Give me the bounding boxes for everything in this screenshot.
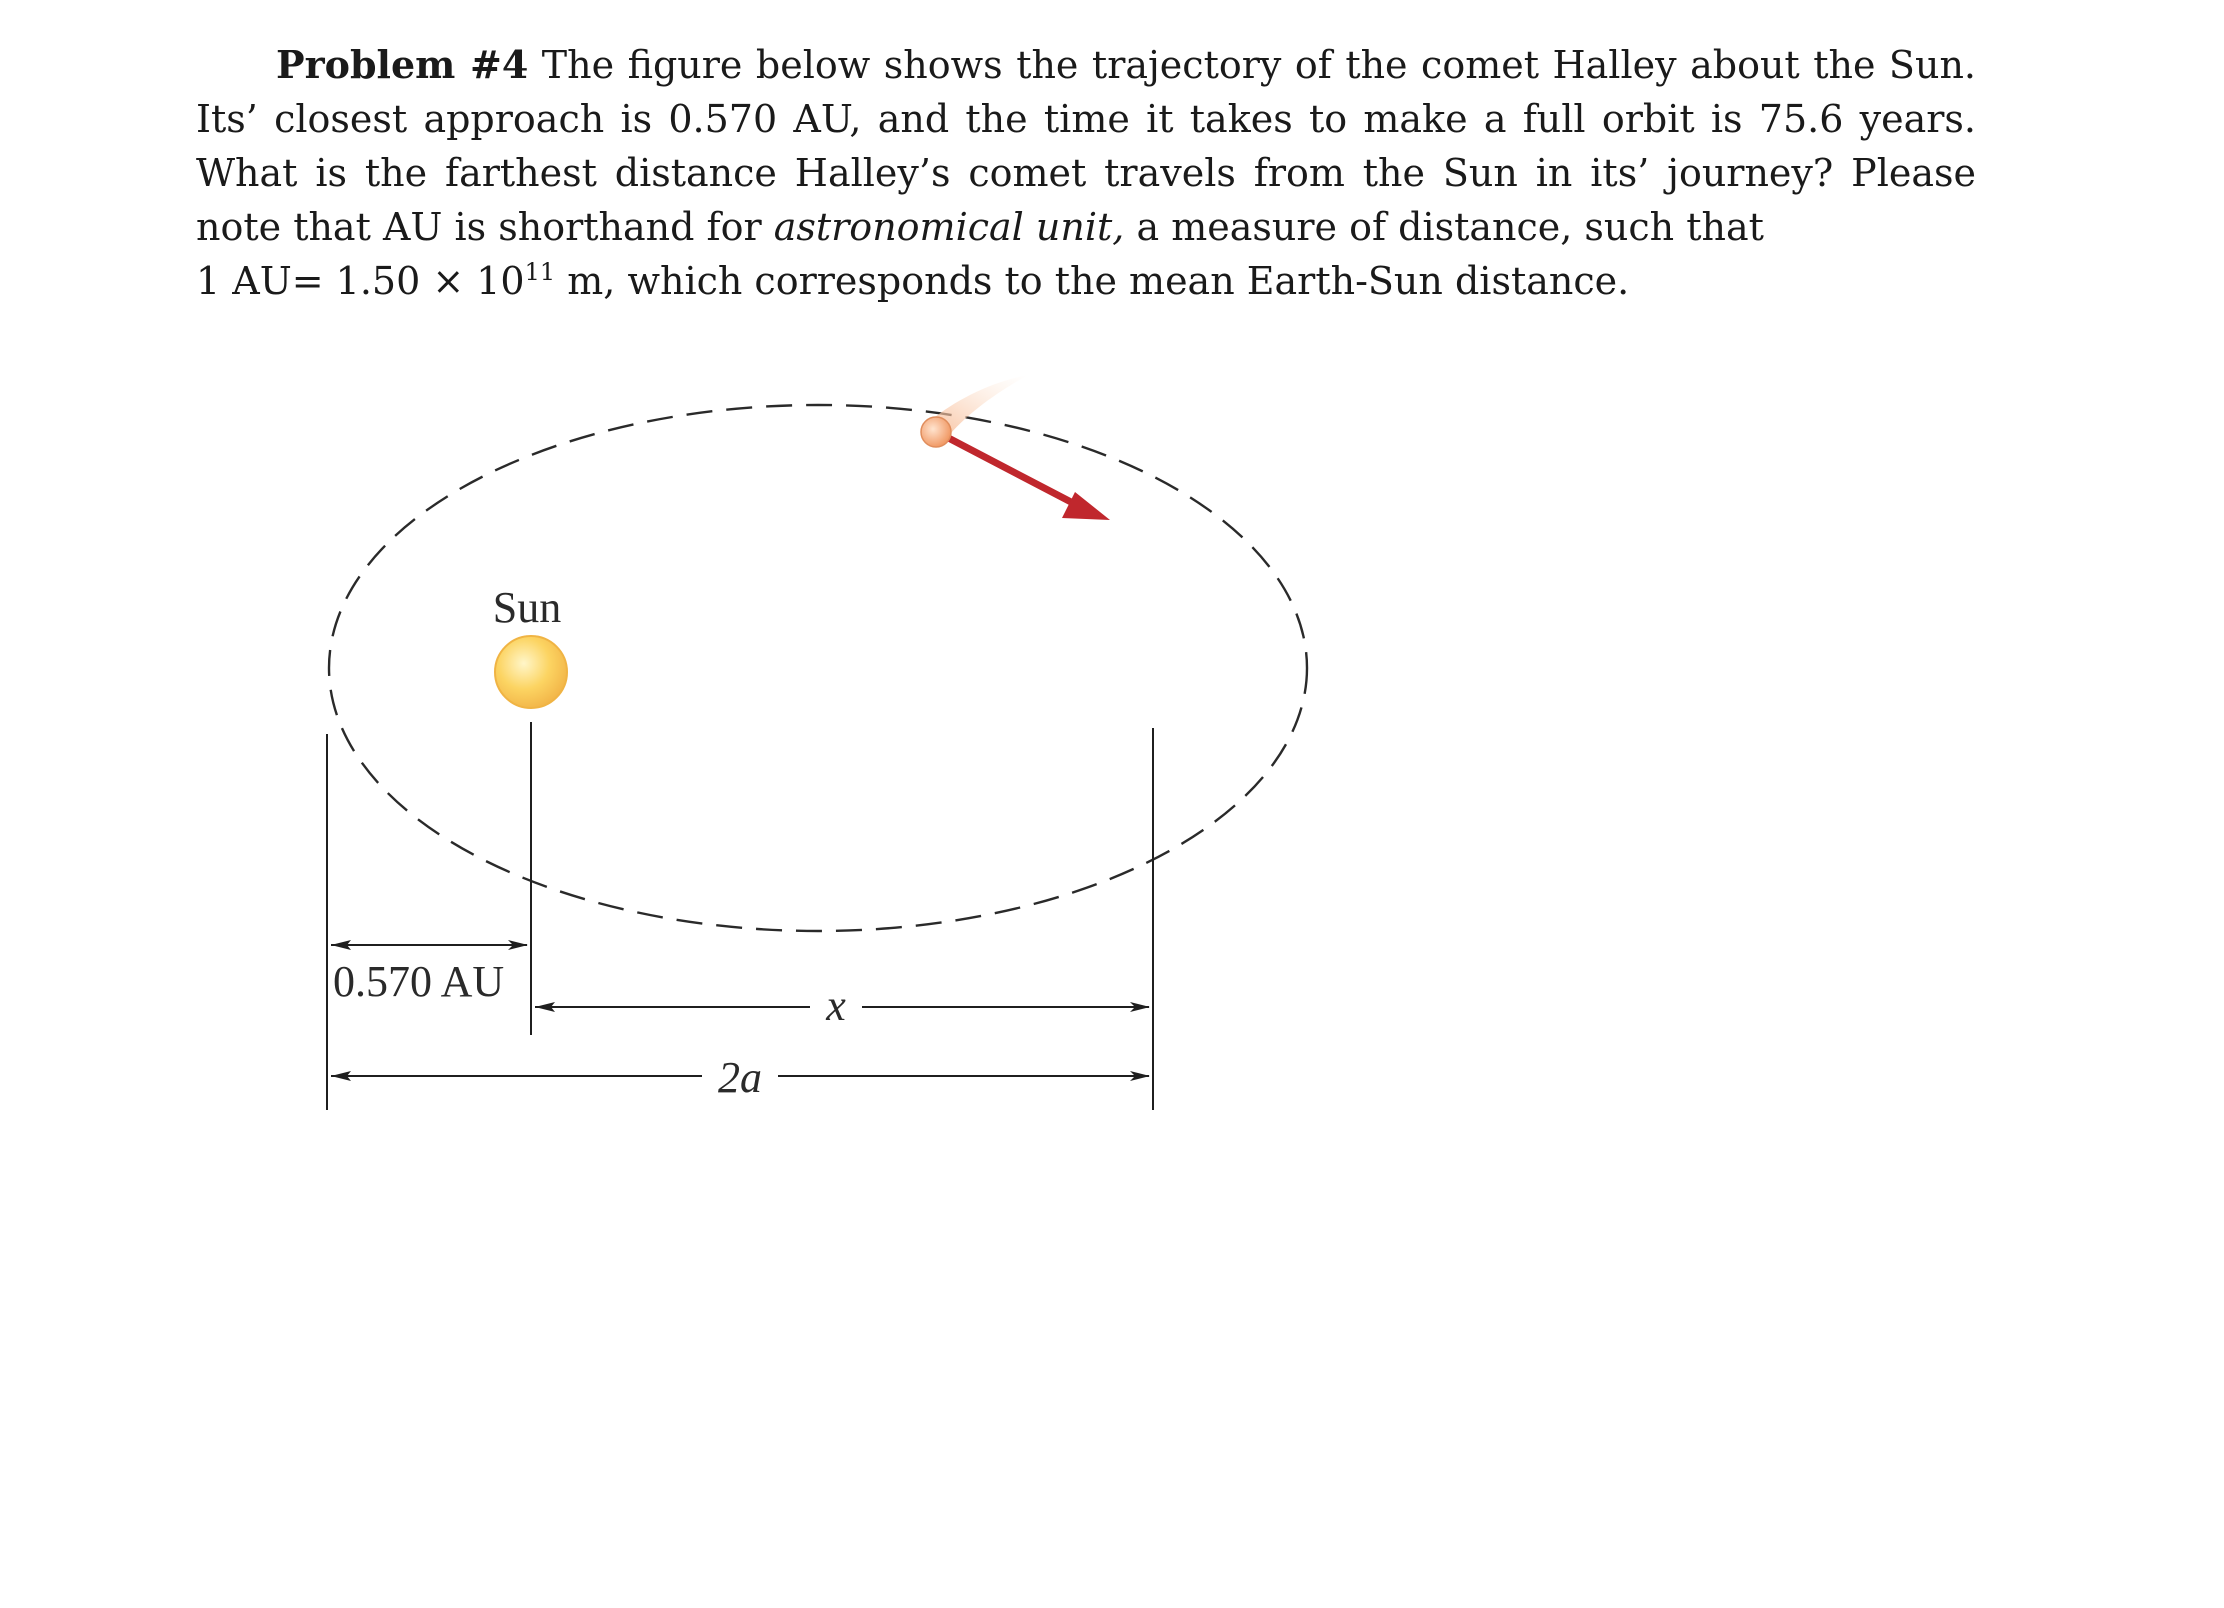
major-axis-label: 2a [718,1053,762,1102]
au-definition-suffix: m, which corresponds to the mean Earth-Sun distance. [567,259,1630,303]
problem-label: Problem #4 [276,42,529,87]
au-exponent: 11 [524,258,556,286]
sun [495,636,567,708]
comet-velocity-arrow [937,432,1110,520]
sun-label: Sun [492,583,562,632]
comet-orbit [329,405,1307,931]
comet-head [921,417,951,447]
problem-emphasis: astronomical unit, [773,205,1125,249]
perihelion-label: 0.570 AU [333,957,505,1006]
problem-text-continued: a measure of distance, such that [1136,205,1764,249]
au-definition-prefix: 1 AU= 1.50 × 10 [196,259,525,303]
problem-text: The figure below shows the trajectory of the comet Halley about the Sun. Its’ closest approach is 0.570 AU, and the time it takes to make a full orbit is 75.6 years. What is the farthest distance Halley’s comet travels from the Sun in its’ journey? Please note that AU is shorthand for [196,43,1976,249]
x-label: x [826,981,846,1030]
